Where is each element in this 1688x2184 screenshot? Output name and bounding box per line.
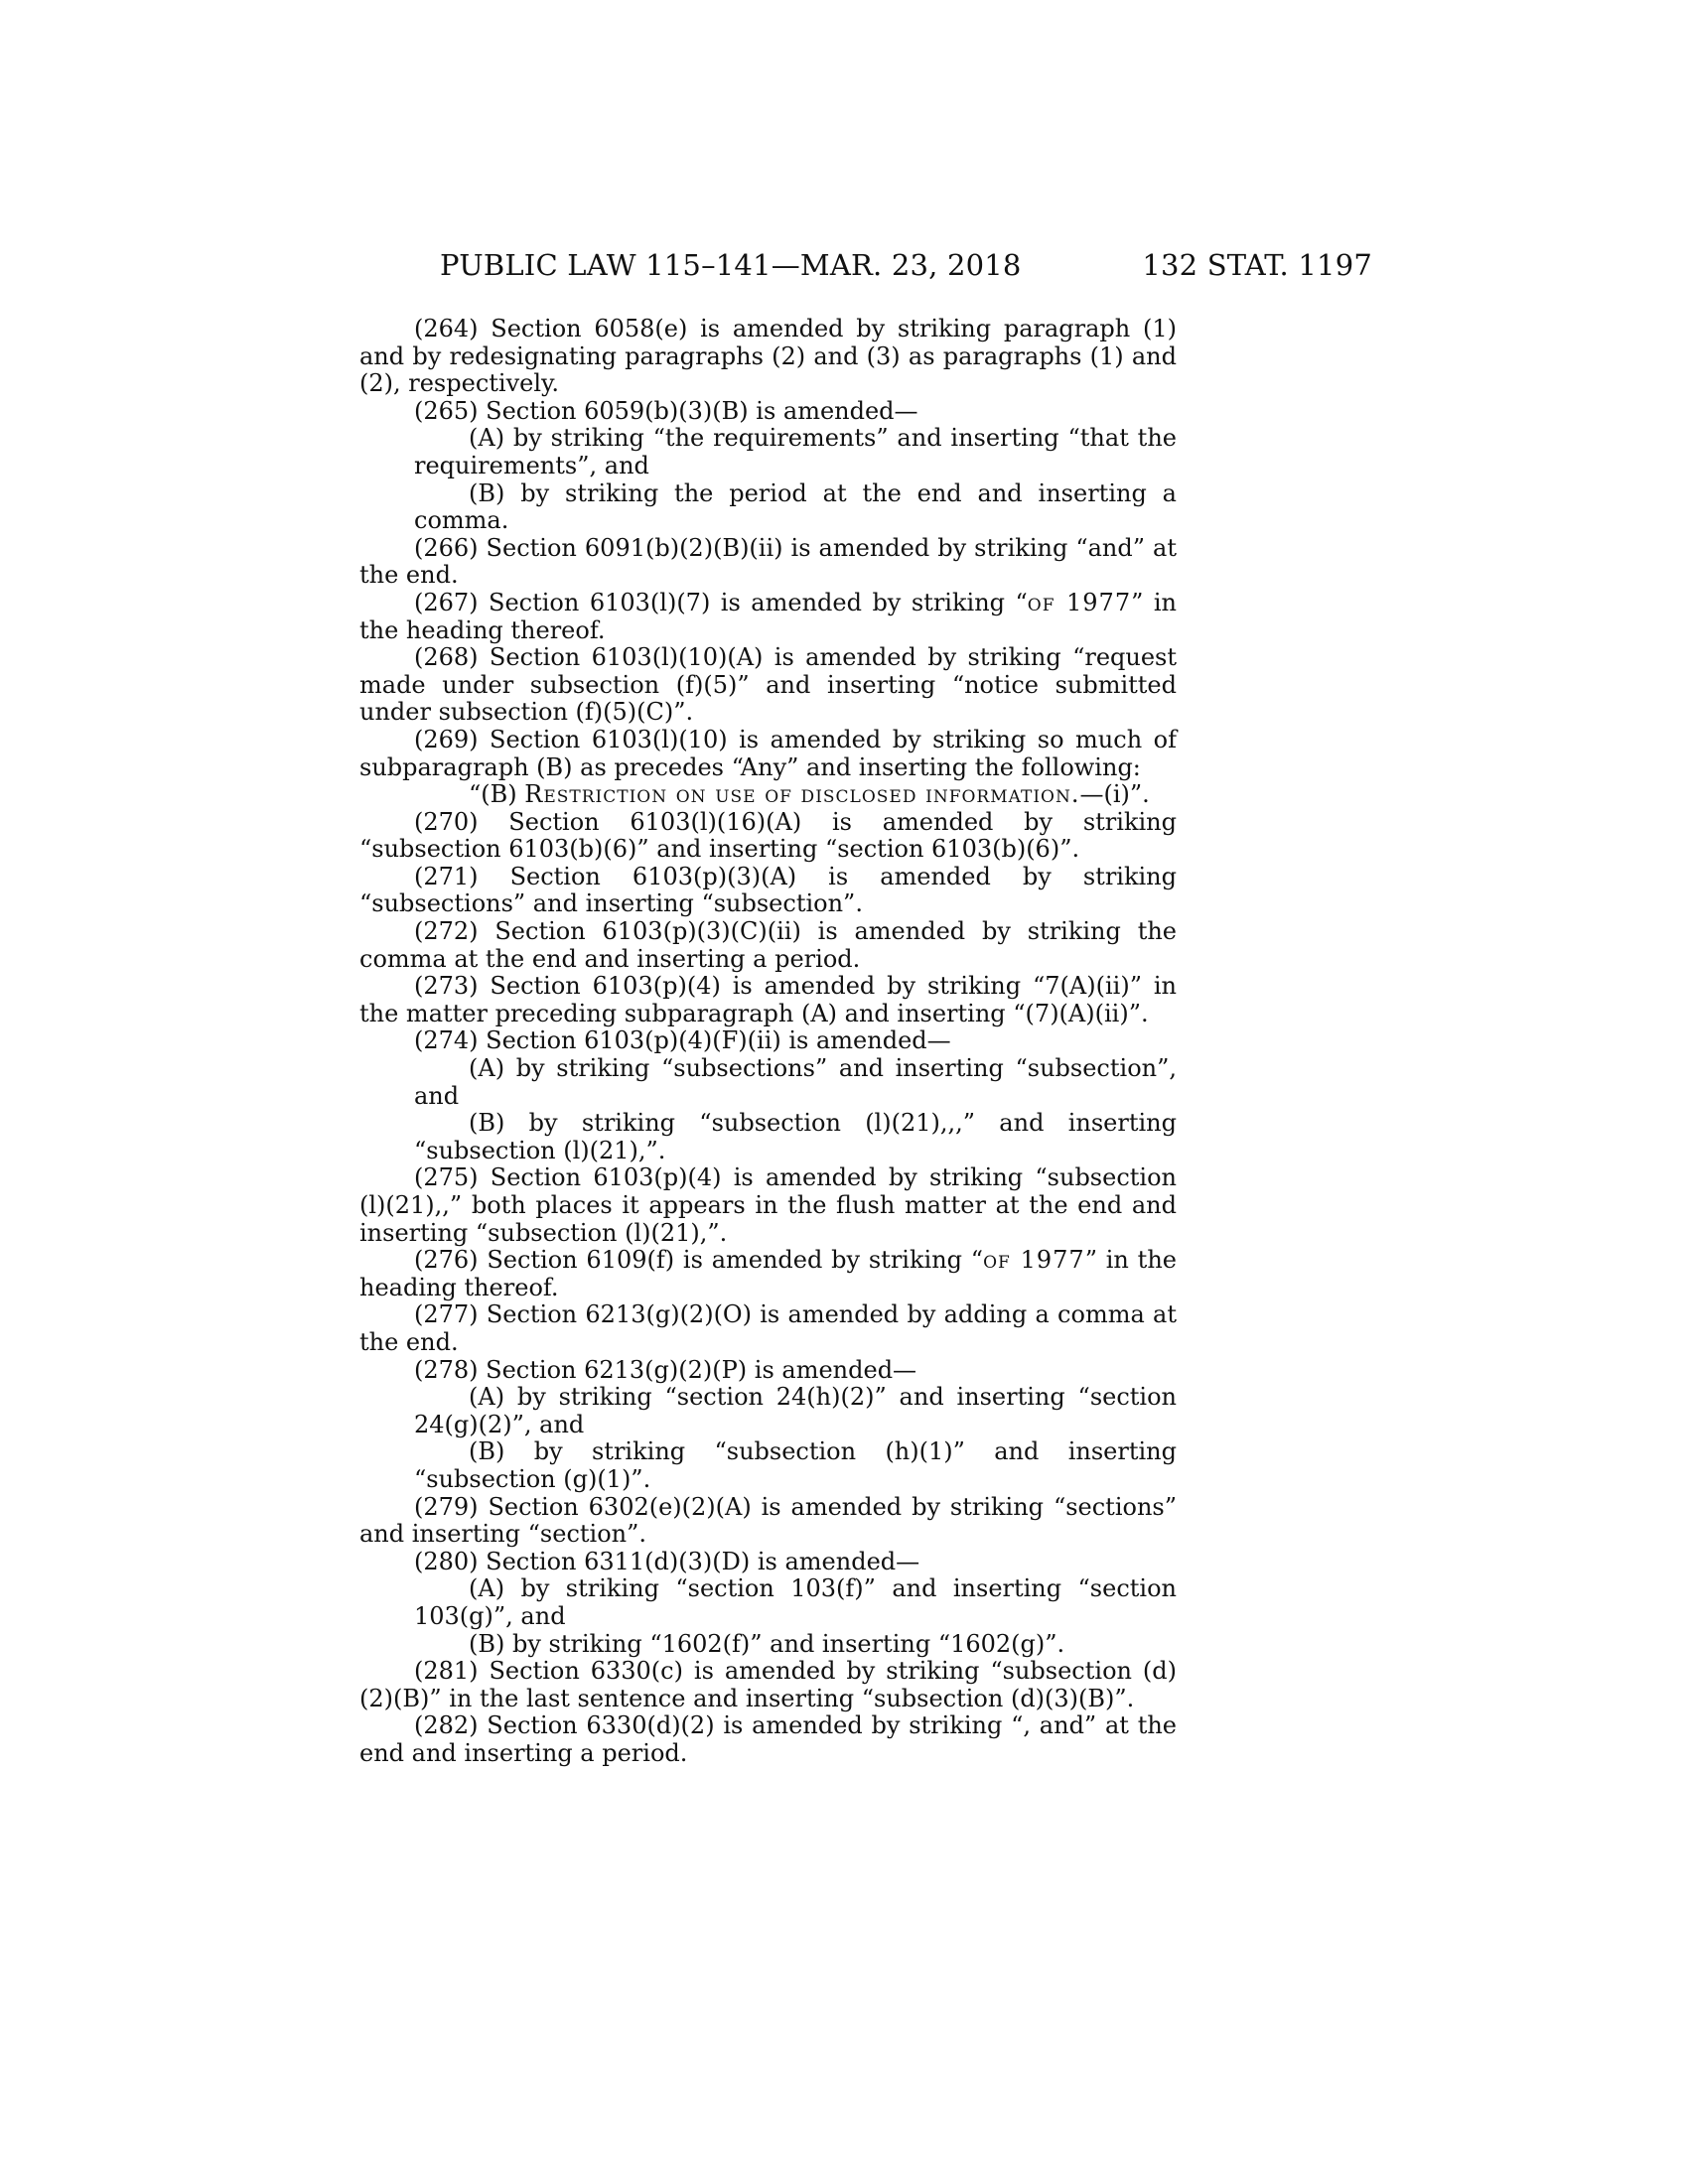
paragraph-266: (266) Section 6091(b)(2)(B)(ii) is amended by striking “and” at the end. <box>359 533 1177 590</box>
paragraph-275: (275) Section 6103(p)(4) is amended by striking “subsection (l)(21),,” both places it appears in the flush matter at the end and inserting “subsection (l)(21),”. <box>359 1163 1177 1247</box>
quoted-heading-269 <box>359 781 1177 809</box>
paragraph-267-smallcaps: of 1977 <box>1027 588 1132 616</box>
paragraph-276-pre: (276) Section 6109(f) is amended by striking “ <box>414 1246 984 1275</box>
paragraph-269: (269) Section 6103(l)(10) is amended by striking so much of subparagraph (B) as precedes “Any” and inserting the following: <box>359 725 1177 781</box>
subparagraph-265-b: (B) by striking the period at the end and inserting a comma. <box>414 478 1177 535</box>
paragraph-282: (282) Section 6330(d)(2) is amended by striking “, and” at the end and inserting a period. <box>359 1711 1177 1767</box>
quoted-heading-post: —(i)”. <box>1079 780 1150 809</box>
paragraph-270: (270) Section 6103(l)(16)(A) is amended by striking “subsection 6103(b)(6)” and inserting “section 6103(b)(6)”. <box>359 807 1177 864</box>
paragraph-272: (272) Section 6103(p)(3)(C)(ii) is amended by striking the comma at the end and inserting a period. <box>359 917 1177 973</box>
subparagraph-274-b: (B) by striking “subsection (l)(21),,,” and inserting “subsection (l)(21),”. <box>414 1109 1177 1164</box>
document-body <box>359 316 1177 1767</box>
quoted-heading-pre: “(B) <box>469 780 525 809</box>
paragraph-276-post: ” in the heading thereof. <box>359 1246 1177 1301</box>
quoted-heading-smallcaps: Restriction on use of disclosed information. <box>524 780 1080 809</box>
paragraph-264: (264) Section 6058(e) is amended by striking paragraph (1) and by redesignating paragraphs (2) and (3) as paragraphs (1) and (2), respectively. <box>359 315 1177 398</box>
subparagraph-278-a: (A) by striking “section 24(h)(2)” and inserting “section 24(g)(2)”, and <box>414 1383 1177 1438</box>
paragraph-268: (268) Section 6103(l)(10)(A) is amended by striking “request made under subsection (f)(5)” and inserting “notice submitted under subsection (f)(5)(C)”. <box>359 643 1177 727</box>
paragraph-267-post: ” in the heading thereof. <box>359 588 1177 644</box>
subparagraph-278-b: (B) by striking “subsection (h)(1)” and inserting “subsection (g)(1)”. <box>414 1437 1177 1493</box>
paragraph-274: (274) Section 6103(p)(4)(F)(ii) is amended— <box>414 1026 951 1055</box>
paragraph-273: (273) Section 6103(p)(4) is amended by striking “7(A)(ii)” in the matter preceding subparagraph (A) and inserting “(7)(A)(ii)”. <box>359 972 1177 1027</box>
subparagraph-274-a: (A) by striking “subsections” and inserting “subsection”, and <box>414 1054 1177 1110</box>
paragraph-276-smallcaps: of 1977 <box>983 1246 1085 1275</box>
subparagraph-280-b: (B) by striking “1602(f)” and inserting “1602(g)”. <box>469 1629 1065 1658</box>
paragraph-267-pre: (267) Section 6103(l)(7) is amended by striking “ <box>414 588 1028 616</box>
paragraph-276 <box>359 1247 1177 1301</box>
subparagraph-280-a: (A) by striking “section 103(f)” and inserting “section 103(g)”, and <box>414 1574 1177 1630</box>
stat-citation: 132 STAT. 1197 <box>1142 248 1372 282</box>
paragraph-267 <box>359 590 1177 644</box>
paragraph-280: (280) Section 6311(d)(3)(D) is amended— <box>414 1547 920 1575</box>
paragraph-279: (279) Section 6302(e)(2)(A) is amended by striking “sections” and inserting “section”. <box>359 1492 1177 1549</box>
paragraph-277: (277) Section 6213(g)(2)(O) is amended by adding a comma at the end. <box>359 1300 1177 1356</box>
page-title: PUBLIC LAW 115–141—MAR. 23, 2018 <box>440 248 1022 282</box>
running-header <box>359 248 1372 288</box>
paragraph-271: (271) Section 6103(p)(3)(A) is amended by striking “subsections” and inserting “subsection”. <box>359 862 1177 918</box>
paragraph-281: (281) Section 6330(c) is amended by striking “subsection (d)(2)(B)” in the last sentence and inserting “subsection (d)(3)(B)”. <box>359 1657 1177 1712</box>
subparagraph-265-a: (A) by striking “the requirements” and inserting “that the requirements”, and <box>414 424 1177 479</box>
paragraph-265: (265) Section 6059(b)(3)(B) is amended— <box>414 396 918 425</box>
paragraph-278: (278) Section 6213(g)(2)(P) is amended— <box>414 1355 917 1384</box>
